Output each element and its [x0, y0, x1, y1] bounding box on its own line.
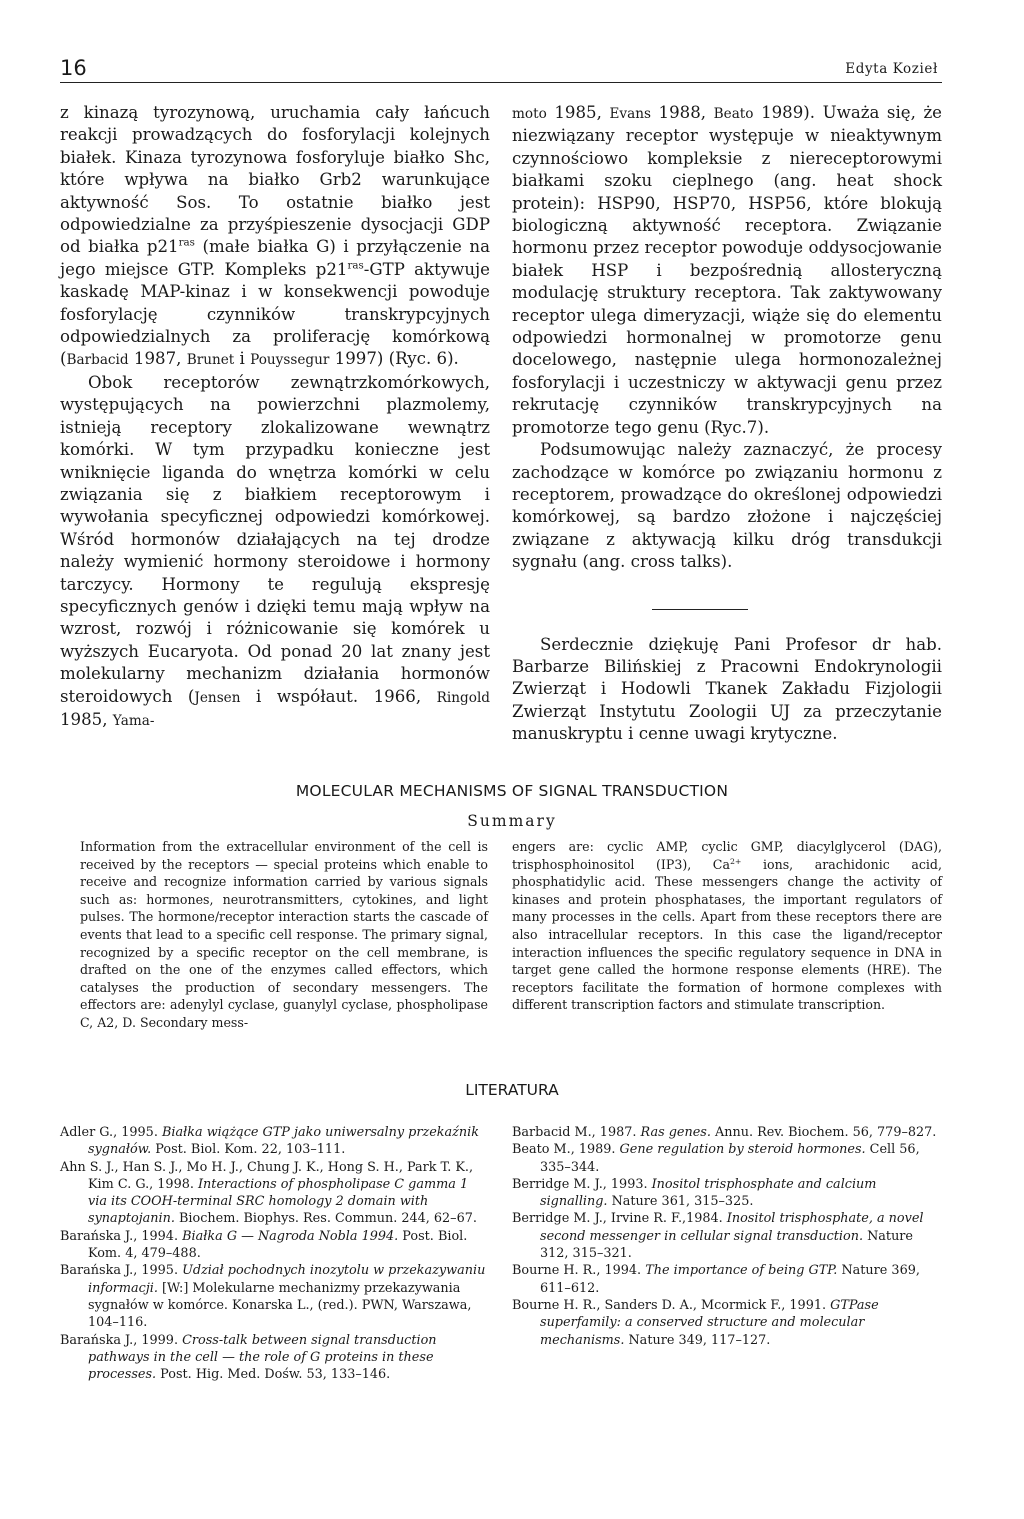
- reference-authors: Ahn S. J., Han S. J., Mo H. J., Chung J. K., Hong S. H., Park T. K., Kim C. G., 1998.: [60, 1159, 474, 1192]
- reference-authors: Barańska J., 1995.: [60, 1263, 183, 1279]
- reference-source: Biochem. Biophys. Res. Commun. 244, 62–67.: [174, 1211, 477, 1227]
- reference-title: Gene regulation by steroid hormones.: [619, 1142, 866, 1158]
- summary-column-right: [512, 838, 942, 1014]
- references-left: [60, 1124, 490, 1383]
- reference-entry: [512, 1297, 942, 1349]
- reference-source: Nature 361, 315–325.: [607, 1194, 754, 1210]
- reference-authors: Adler G., 1995.: [60, 1125, 162, 1140]
- reference-authors: Barbacid M., 1987.: [512, 1125, 641, 1140]
- reference-authors: Bourne H. R., Sanders D. A., Mcormick F., 1991.: [512, 1297, 831, 1313]
- literature-title: LITERATURA: [465, 1081, 559, 1099]
- references-right: [512, 1124, 942, 1349]
- reference-title: GTPase superfamily: a conserved structure and molecular mechanisms.: [540, 1297, 879, 1348]
- page-number: 16: [60, 56, 87, 80]
- reference-entry: [512, 1210, 942, 1262]
- reference-title: Interactions of phospholipase C gamma 1 via its COOH-terminal SRC homology 2 domain with synaptojanin.: [88, 1176, 469, 1227]
- reference-entry: [512, 1141, 942, 1176]
- summary-column-left: [80, 838, 488, 1032]
- summary-subtitle: Summary: [467, 812, 557, 830]
- body-paragraph: Podsumowując należy zaznaczyć, że procesy zachodzące w komórce po związaniu hormonu z receptorem, prowadzące do określonej odpowiedzi komórkowej, są bardzo złożone i najczęściej związane z aktywacją kilku dróg transdukcji sygnału (ang. cross talks).: [512, 440, 942, 572]
- body-paragraph: Obok receptorów zewnątrzkomórkowych, występujących na powierzchni plazmolemy, istnieją receptory zlokalizowane wewnątrz komórki. W tym przypadku konieczne jest wniknięcie liganda do wnętrza komórki w celu związania się z białkiem receptorowym i wywołania specyficznej odpowiedzi komórkowej. Wśród hormonów działających na tej drodze należy wymienić hormony steroidowe i hormony tarczycy. Hormony te regulują ekspresję specyficznych genów i dzięki temu mają wpływ na wzrost, rozwój i różnicowanie się komórek u wyższych Eucaryota. Od ponad 20 lat znany jest molekularny mechanizm działania hormonów steroidowych (Jensen i współaut. 1966, Ringold 1985, Yama-: [60, 372, 491, 729]
- body-column-left: [60, 102, 490, 732]
- reference-authors: Bourne H. R., 1994.: [512, 1263, 646, 1279]
- acknowledgement: Serdecznie dziękuję Pani Profesor dr hab. Barbarze Bilińskiej z Pracowni Endokrynologii Zwierząt i Hodowli Tkanek Zakładu Fizjologii Zwierząt Instytutu Zoologii UJ za przeczytanie manuskryptu i cenne uwagi krytyczne.: [512, 634, 942, 744]
- reference-title: Ras genes.: [640, 1125, 711, 1140]
- reference-entry: [512, 1176, 942, 1211]
- reference-title: Inositol trisphosphate and calcium signalling.: [540, 1176, 877, 1210]
- reference-entry: [60, 1159, 490, 1228]
- reference-entry: [512, 1262, 942, 1297]
- reference-authors: Berridge M. J., Irvine R. F.,1984.: [512, 1211, 727, 1227]
- reference-authors: Beato M., 1989.: [512, 1142, 620, 1158]
- reference-source: Nature 312, 315–321.: [540, 1228, 914, 1262]
- reference-source: Nature 349, 117–127.: [624, 1332, 771, 1348]
- reference-source: Annu. Rev. Biochem. 56, 779–827.: [710, 1125, 937, 1140]
- reference-title: The importance of being GTP.: [645, 1263, 838, 1279]
- reference-source: Post. Hig. Med. Dośw. 53, 133–146.: [156, 1367, 391, 1383]
- reference-authors: Barańska J., 1999.: [60, 1332, 183, 1348]
- reference-authors: Barańska J., 1994.: [60, 1228, 183, 1244]
- body-paragraph: z kinazą tyrozynową, uruchamia cały łańcuch reakcji prowadzących do fosforylacji kolejnych białek. Kinaza tyrozynowa fosforyluje białko Shc, które wpływa na białko Grb2 warunkujące aktywność Sos. To ostatnie białko jest odpowiedzialne za przyśpieszenie dysocjacji GDP od białka $p21^{ras}$ (małe białka G) i przyłączenie na jego miejsce GTP. Kompleks $p21^{ras}$-GTP aktywuje kaskadę MAP-kinaz i w konsekwencji powoduje fosforylację czynników transkrypcyjnych odpowiedzialnych za proliferację komórkową (Barbacid 1987, Brunet i Pouyssegur 1997) (Ryc. 6).: [60, 103, 490, 369]
- reference-title: Białka G — Nagroda Nobla 1994.: [182, 1228, 399, 1244]
- reference-source: Nature 369, 611–612.: [540, 1263, 920, 1296]
- reference-title: Cross-talk between signal transduction pathways in the cell — the role of G proteins in these processes.: [88, 1332, 437, 1383]
- reference-authors: Berridge M. J., 1993.: [512, 1176, 652, 1192]
- reference-entry: [60, 1124, 490, 1159]
- running-head: Edyta Kozieł: [845, 61, 938, 77]
- reference-title: Inositol trisphosphate, a novel second messenger in cellular signal transduction.: [540, 1211, 924, 1244]
- reference-entry: [60, 1262, 490, 1331]
- reference-entry: [512, 1124, 942, 1141]
- reference-title: Białka wiążące GTP jako uniwersalny przekaźnik sygnałów.: [88, 1125, 479, 1158]
- summary-text: engers are: cyclic AMP, cyclic GMP, diacylglycerol (DAG), trisphosphoinositol (IP3), $Ca^{2+}$ ions, arachidonic acid, phosphatidylic acid. These messengers change the activity of kinases and protein phosphatases, the important regulators of many processes in the cells. Apart from these receptors there are also intracellular receptors. In this case the ligand/receptor interaction influences the specific regulatory sequence in DNA in target gene called the hormone response elements (HRE). The receptors facilitate the formation of hormone complexes with different transcription factors and stimulate transcription.: [512, 839, 942, 1013]
- reference-title: Udział pochodnych inozytolu w przekazywaniu informacji.: [88, 1263, 486, 1296]
- reference-entry: [60, 1332, 490, 1384]
- body-column-right: [512, 102, 942, 746]
- body-paragraph: moto 1985, Evans 1988, Beato 1989). Uważa się, że niezwiązany receptor występuje w nieaktywnym czynnościowo kompleksie z niereceptorowymi białkami szoku cieplnego (ang. heat shock protein): HSP90, HSP70, HSP56, które blokują biologiczną aktywność receptora. Związanie hormonu przez receptor powoduje oddysocjowanie białek HSP i bezpośrednią allosteryczną modulację struktury receptora. Tak zaktywowany receptor ulega dimeryzacji, wiąże się do elementu odpowiedzi hormonalnej w promotorze genu docelowego, następnie ulega hormonozależnej fosforylacji i uczestniczy w aktywacji genu przez rekrutację czynników transkrypcyjnych na promotorze tego genu (Ryc.7).: [512, 103, 943, 437]
- section-divider: [652, 609, 748, 610]
- reference-entry: [60, 1228, 490, 1263]
- reference-source: [W:] Molekularne mechanizmy przekazywania sygnałów w komórce. Konarska L., (red.). PWN, Warszawa, 104–116.: [88, 1280, 472, 1331]
- summary-title: MOLECULAR MECHANISMS OF SIGNAL TRANSDUCTION: [295, 782, 729, 800]
- reference-source: Post. Biol. Kom. 4, 479–488.: [88, 1228, 468, 1262]
- reference-source: Post. Biol. Kom. 22, 103–111.: [151, 1142, 346, 1158]
- reference-source: Cell 56, 335–344.: [540, 1142, 920, 1175]
- page-header: [60, 52, 942, 83]
- summary-text: Information from the extracellular environment of the cell is received by the receptors — special proteins which enable to receive and recognize information carried by various signals such as: hormones, neurotransmitters, cytokines, and light pulses. The hormone/receptor interaction starts the cascade of events that lead to a specific cell response. The primary signal, recognized by a specific receptor on the cell membrane, is drafted on the one of the enzymes called effectors, which catalyses the production of secondary messengers. The effectors are: adenylyl cyclase, guanylyl cyclase, phospholipase C, A2, D. Secondary mess-: [80, 839, 488, 1030]
